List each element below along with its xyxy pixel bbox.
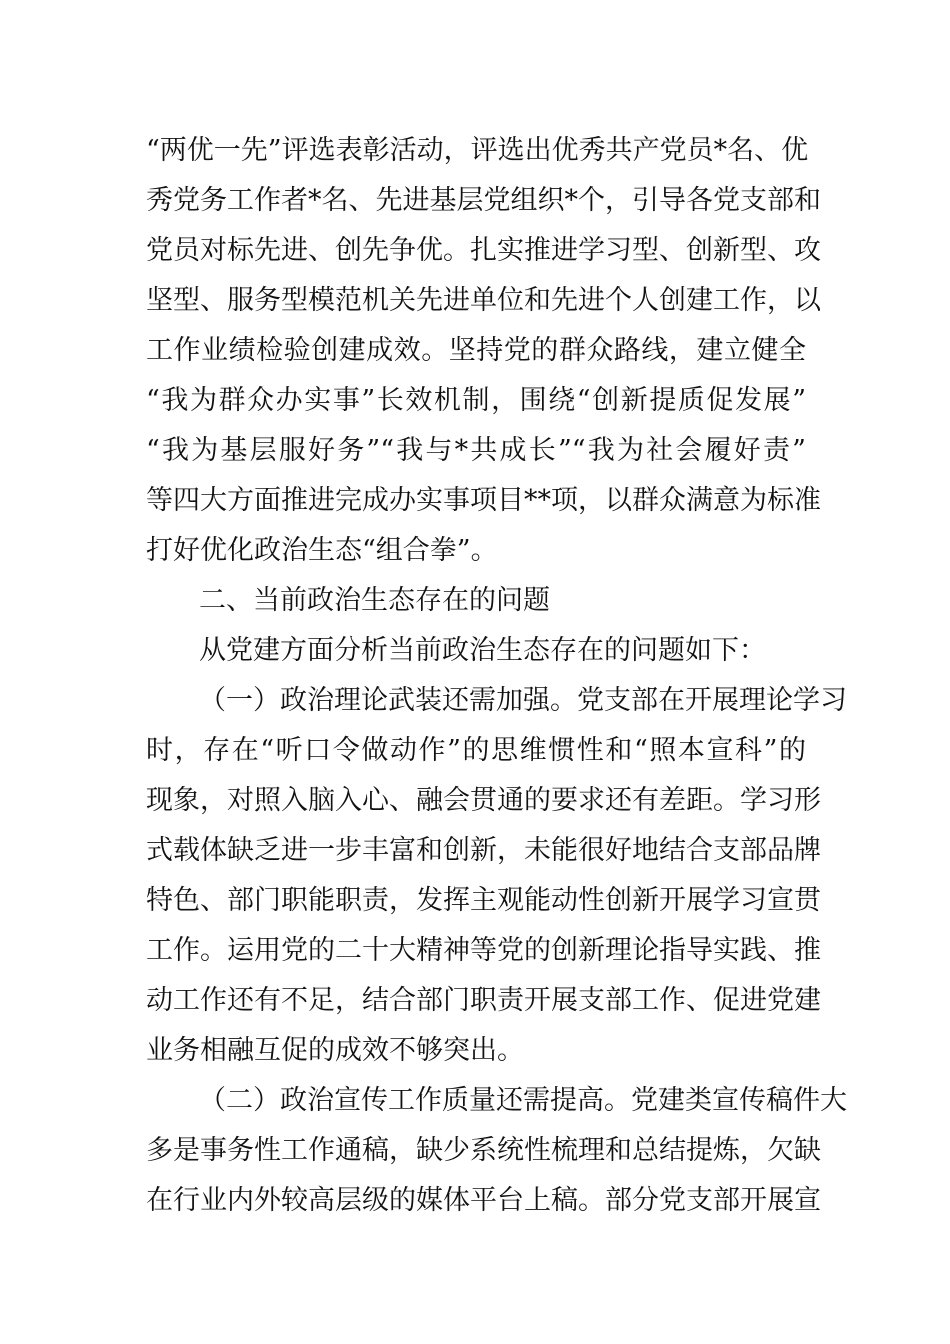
paragraph-4-line-2: 多是事务性工作通稿，缺少系统性梳理和总结提炼，欠缺 bbox=[146, 1135, 821, 1166]
paragraph-3-line-3: 现象，对照入脑入心、融会贯通的要求还有差距。学习形 bbox=[146, 785, 821, 816]
section-heading: 二、当前政治生态存在的问题 bbox=[199, 585, 550, 616]
paragraph-3-line-8: 业务相融互促的成效不够突出。 bbox=[146, 1035, 524, 1066]
paragraph-1-line-6: “我为群众办实事”长效机制，围绕“创新提质促发展” bbox=[146, 385, 806, 416]
paragraph-3-line-1: （一）政治理论武装还需加强。党支部在开展理论学习 bbox=[199, 685, 847, 716]
paragraph-1-line-5: 工作业绩检验创建成效。坚持党的群众路线，建立健全 bbox=[146, 335, 806, 366]
paragraph-1-line-7: “我为基层服好务”“我与*共成长”“我为社会履好责” bbox=[146, 435, 806, 466]
paragraph-3-line-5: 特色、部门职能职责，发挥主观能动性创新开展学习宣贯 bbox=[146, 885, 821, 916]
paragraph-3-line-4: 式载体缺乏进一步丰富和创新，未能很好地结合支部品牌 bbox=[146, 835, 821, 866]
paragraph-1-line-8: 等四大方面推进完成办实事项目**项，以群众满意为标准 bbox=[146, 485, 821, 516]
paragraph-1-line-1: “两优一先”评选表彰活动，评选出优秀共产党员*名、优 bbox=[146, 135, 809, 166]
paragraph-4-line-3: 在行业内外较高层级的媒体平台上稿。部分党支部开展宣 bbox=[146, 1185, 821, 1216]
paragraph-1-line-3: 党员对标先进、创先争优。扎实推进学习型、创新型、攻 bbox=[146, 235, 821, 266]
paragraph-2-line-1: 从党建方面分析当前政治生态存在的问题如下： bbox=[199, 635, 766, 666]
paragraph-1-line-2: 秀党务工作者*名、先进基层党组织*个，引导各党支部和 bbox=[146, 185, 821, 216]
paragraph-1-line-9: 打好优化政治生态“组合拳”。 bbox=[146, 535, 498, 566]
paragraph-4-line-1: （二）政治宣传工作质量还需提高。党建类宣传稿件大 bbox=[199, 1085, 847, 1116]
paragraph-3-line-6: 工作。运用党的二十大精神等党的创新理论指导实践、推 bbox=[146, 935, 821, 966]
paragraph-3-line-7: 动工作还有不足，结合部门职责开展支部工作、促进党建 bbox=[146, 985, 821, 1016]
paragraph-1-line-4: 坚型、服务型模范机关先进单位和先进个人创建工作，以 bbox=[146, 285, 821, 316]
paragraph-3-line-2: 时，存在“听口令做动作”的思维惯性和“照本宣科”的 bbox=[146, 735, 806, 766]
